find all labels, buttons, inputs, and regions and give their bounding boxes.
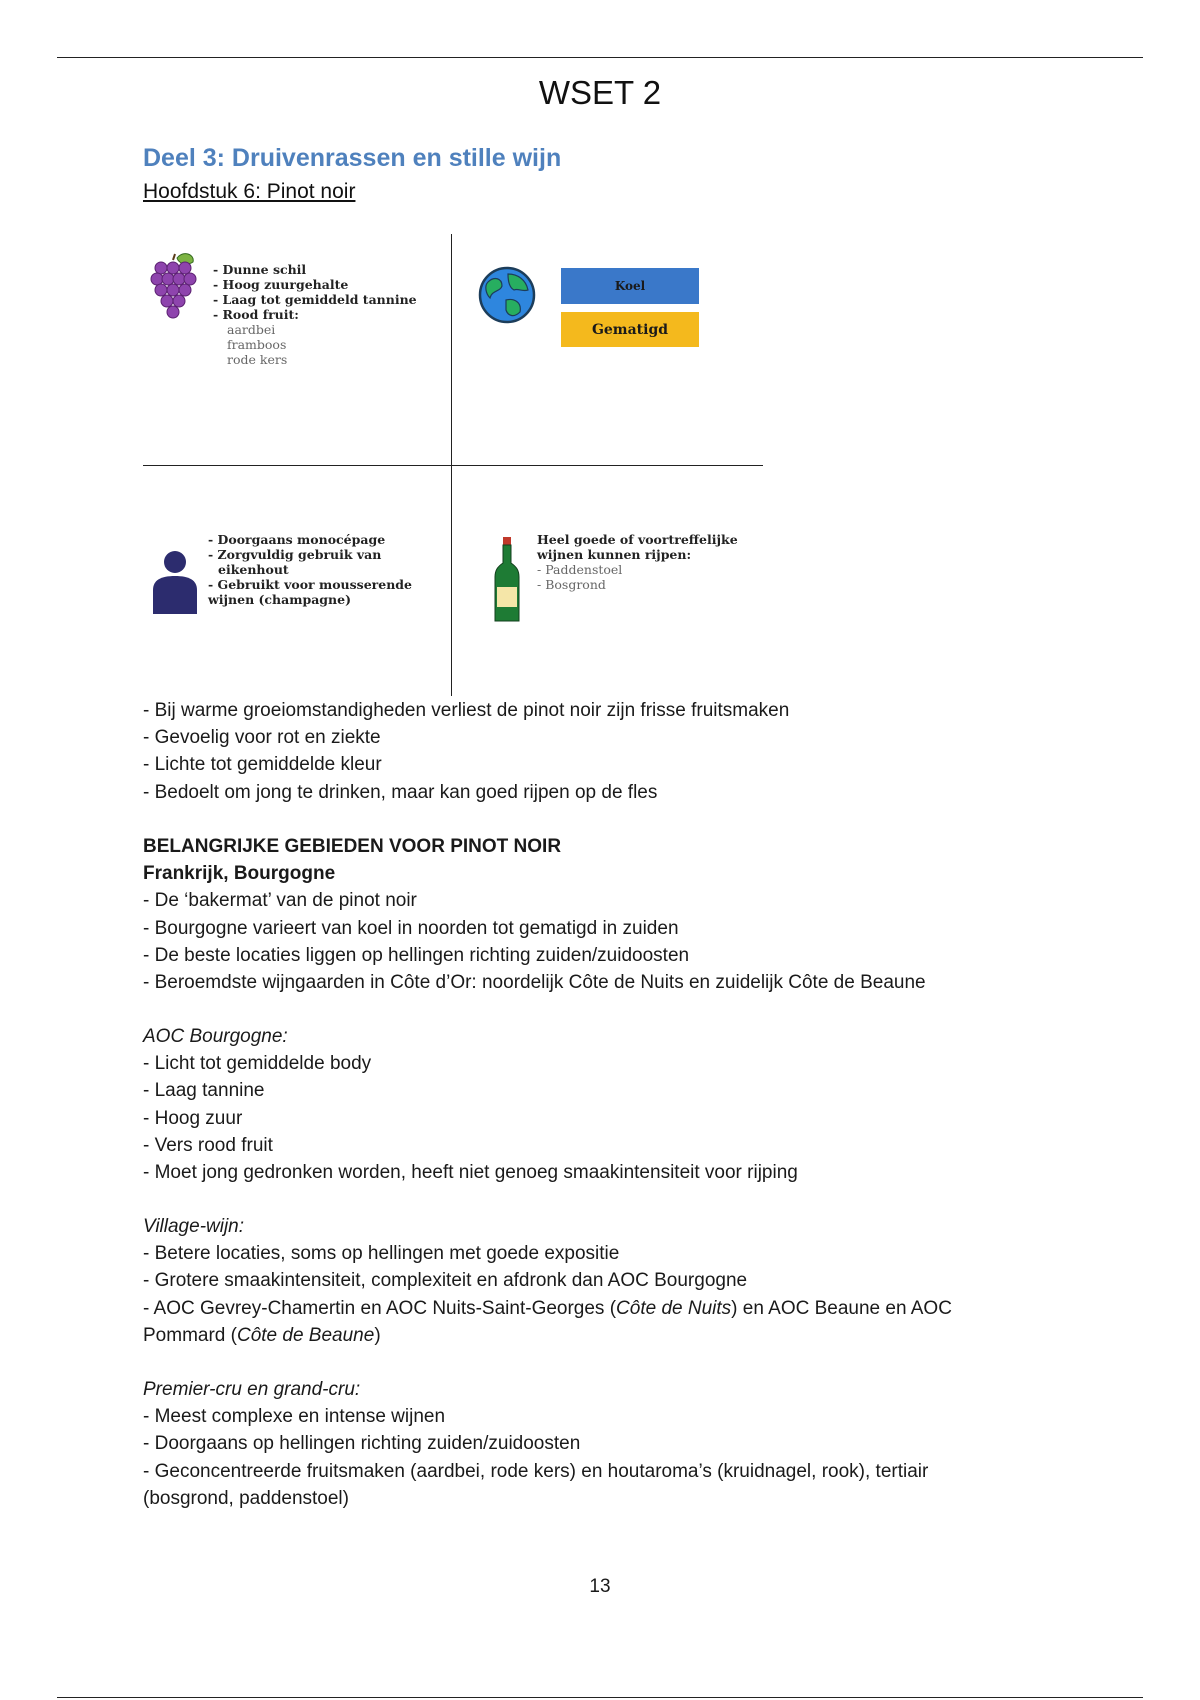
list-item: - Vers rood fruit [143, 1134, 273, 1156]
page-number: 13 [589, 1576, 611, 1597]
regions-section [143, 833, 1063, 996]
section-heading: Deel 3: Druivenrassen en stille wijn [143, 144, 562, 172]
winemaking-item: eikenhout [218, 562, 289, 577]
winemaking-item: - Doorgaans monocépage [208, 532, 386, 547]
fruit-item: aardbei [227, 322, 276, 337]
text-run: ) en AOC Beaune en AOC [731, 1297, 952, 1319]
aging-heading-line: wijnen kunnen rijpen: [537, 547, 692, 562]
grape-item: - Rood fruit: [213, 307, 299, 322]
regions-heading: BELANGRIJKE GEBIEDEN VOOR PINOT NOIR [143, 836, 562, 857]
list-item: - Meest complexe en intense wijnen [143, 1406, 446, 1428]
globe-icon [478, 266, 536, 324]
list-item: - Geconcentreerde fruitsmaken (aardbei, rode kers) en houtaroma’s (kruidnagel, rook), tertiair [143, 1460, 929, 1482]
list-item: - De ‘bakermat’ van de pinot noir [143, 890, 417, 912]
list-item: - Beroemdste wijngaarden in Côte d’Or: noordelijk Côte de Nuits en zuidelijk Côte de Beaune [143, 972, 926, 994]
top-rule [57, 57, 1143, 58]
list-item: - Gevoelig voor rot en ziekte [143, 727, 381, 749]
aoc-heading: AOC Bourgogne: [143, 1026, 288, 1047]
list-item-continued [143, 1322, 1063, 1349]
fruit-item: framboos [227, 337, 287, 352]
village-section [143, 1213, 1063, 1349]
aging-item: - Bosgrond [537, 577, 606, 592]
grape-item: - Dunne schil [213, 262, 307, 277]
text-run: ) [374, 1324, 381, 1346]
climate-cool-label: Koel [561, 268, 699, 304]
winemaking-item: - Gebruikt voor mousserende [208, 577, 412, 592]
text-run: - AOC Gevrey-Chamertin en AOC Nuits-Saint-Georges ( [143, 1297, 617, 1319]
grape-item: - Laag tot gemiddeld tannine [213, 292, 417, 307]
list-item: - Laag tannine [143, 1080, 265, 1102]
cru-heading: Premier-cru en grand-cru: [143, 1379, 361, 1400]
fruit-item: rode kers [227, 352, 288, 367]
list-item: - Doorgaans op hellingen richting zuiden/zuidoosten [143, 1433, 581, 1455]
text-run-italic: Côte de Nuits [616, 1297, 732, 1319]
pinot-noir-infographic [143, 234, 763, 696]
quadrant-divider-horizontal [143, 465, 763, 466]
regions-subheading: Frankrijk, Bourgogne [143, 863, 336, 885]
grape-icon [149, 252, 199, 324]
village-heading: Village-wijn: [143, 1216, 245, 1237]
grape-characteristics [213, 262, 417, 367]
aging-heading-line: Heel goede of voortreffelijke [537, 532, 738, 547]
winemaking-item: - Zorgvuldig gebruik van [208, 547, 382, 562]
document-title: WSET 2 [538, 74, 662, 111]
text-run: Pommard ( [143, 1324, 237, 1346]
aging-item: - Paddenstoel [537, 562, 623, 577]
list-item [143, 1295, 1063, 1322]
list-item: - Betere locaties, soms op hellingen met goede expositie [143, 1243, 620, 1265]
bottom-rule [57, 1697, 1143, 1698]
aoc-section [143, 1023, 1063, 1186]
person-icon [151, 550, 199, 614]
list-item: - De beste locaties liggen op hellingen richting zuiden/zuidoosten [143, 944, 690, 966]
list-item: - Bij warme groeiomstandigheden verliest de pinot noir zijn frisse fruitsmaken [143, 700, 790, 721]
climate-moderate-label: Gematigd [561, 312, 699, 347]
intro-bullets [143, 697, 1063, 806]
aging-notes [537, 532, 738, 592]
text-run-italic: Côte de Beaune [236, 1324, 375, 1346]
list-item: - Licht tot gemiddelde body [143, 1053, 372, 1075]
list-item: - Grotere smaakintensiteit, complexiteit en afdronk dan AOC Bourgogne [143, 1270, 748, 1292]
winemaking-item: wijnen (champagne) [208, 592, 351, 607]
list-item-continued: (bosgrond, paddenstoel) [143, 1487, 349, 1509]
chapter-heading: Hoofdstuk 6: Pinot noir [143, 180, 356, 203]
list-item: - Bourgogne varieert van koel in noorden tot gematigd in zuiden [143, 917, 679, 939]
list-item: - Hoog zuur [143, 1107, 243, 1129]
wine-bottle-icon [493, 537, 521, 623]
winemaking-notes [208, 532, 412, 607]
list-item: - Moet jong gedronken worden, heeft niet genoeg smaakintensiteit voor rijping [143, 1162, 798, 1184]
cru-section [143, 1376, 1063, 1512]
grape-item: - Hoog zuurgehalte [213, 277, 349, 292]
list-item: - Lichte tot gemiddelde kleur [143, 754, 382, 776]
list-item: - Bedoelt om jong te drinken, maar kan goed rijpen op de fles [143, 781, 658, 803]
